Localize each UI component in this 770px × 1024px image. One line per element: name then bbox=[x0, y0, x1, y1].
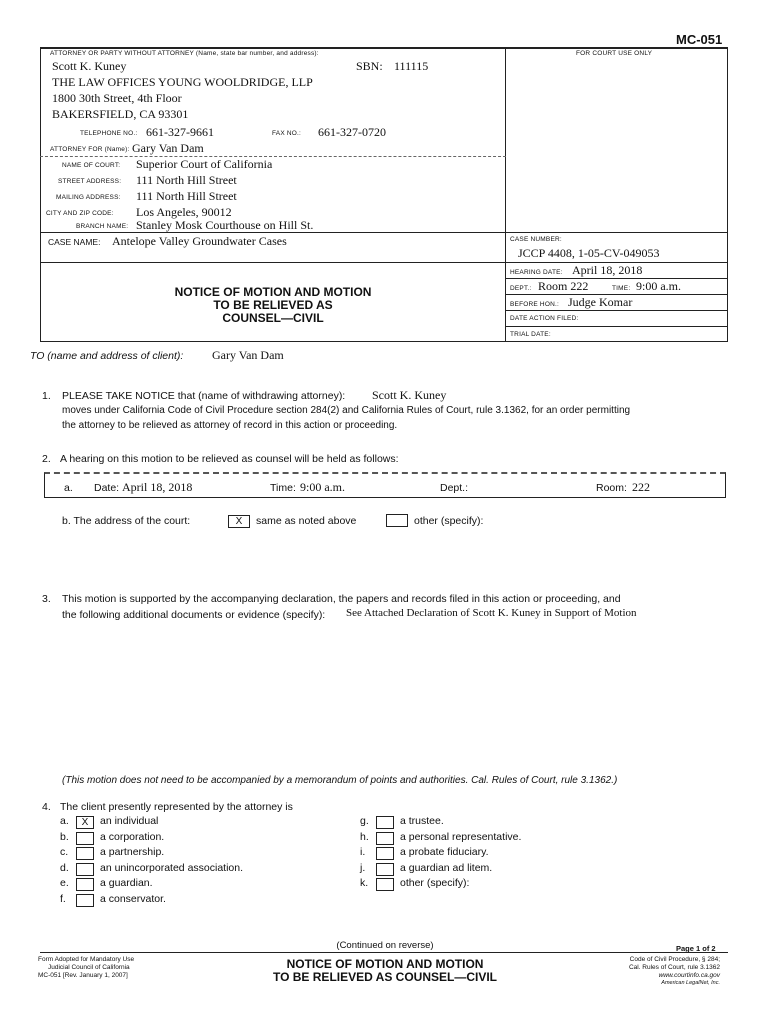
footer-title-2: TO BE RELIEVED AS COUNSEL—CIVIL bbox=[272, 970, 498, 984]
court-use-label: FOR COURT USE ONLY bbox=[576, 50, 653, 57]
item1-num: 1. bbox=[42, 390, 51, 402]
dept-label: DEPT.: bbox=[510, 285, 532, 292]
client-type-left-label: an unincorporated association. bbox=[100, 861, 244, 874]
hearing-date-label: HEARING DATE: bbox=[510, 269, 563, 276]
to-client-label: TO (name and address of client): bbox=[30, 350, 184, 362]
item2-time-label: Time: bbox=[270, 482, 296, 494]
item3-line1: This motion is supported by the accompanying declaration, the papers and records filed in this action or proceeding, and bbox=[62, 593, 621, 605]
item2-room-label: Room: bbox=[596, 482, 627, 494]
street-label: STREET ADDRESS: bbox=[58, 178, 122, 185]
item1-line2: moves under California Code of Civil Procedure section 284(2) and California Rules of Court, rule 3.1362, for an order permitting bbox=[62, 405, 631, 416]
code-line-3: www.courtinfo.ca.gov bbox=[658, 972, 720, 979]
telephone-label: TELEPHONE NO.: bbox=[80, 130, 138, 137]
client-type-left-letter: e. bbox=[60, 877, 69, 889]
city-label: CITY AND ZIP CODE: bbox=[46, 210, 114, 217]
client-type-left-letter: b. bbox=[60, 830, 69, 843]
client-type-right-letter: j. bbox=[360, 861, 366, 874]
item2-a-label: a. bbox=[64, 482, 73, 494]
client-type-right-letter: k. bbox=[360, 877, 369, 889]
client-type-left-letter: a. bbox=[60, 815, 69, 827]
client-type-right-checkbox[interactable] bbox=[376, 832, 394, 845]
date-action-rule bbox=[505, 326, 728, 327]
client-type-left-checkbox[interactable] bbox=[76, 847, 94, 860]
client-type-left-checkbox[interactable] bbox=[76, 878, 94, 891]
page-number: Page 1 of 2 bbox=[676, 944, 716, 953]
client-type-left-label: a guardian. bbox=[100, 877, 153, 889]
same-as-above-checkbox[interactable]: X bbox=[228, 515, 250, 528]
to-client-value: Gary Van Dam bbox=[212, 348, 284, 362]
item2-text: A hearing on this motion to be relieved as counsel will be held as follows: bbox=[60, 453, 399, 465]
memo-note: (This motion does not need to be accompanied by a memorandum of points and authorities. Cal. Rules of Court, rule 3.1362.) bbox=[62, 775, 618, 786]
street-value: 111 North Hill Street bbox=[136, 173, 237, 187]
address-line-2: BAKERSFIELD, CA 93301 bbox=[52, 107, 189, 121]
item1-attorney: Scott K. Kuney bbox=[372, 388, 447, 402]
telephone-value: 661-327-9661 bbox=[146, 125, 214, 139]
item2-date-value: April 18, 2018 bbox=[122, 480, 193, 494]
client-type-right-checkbox[interactable] bbox=[376, 878, 394, 891]
date-action-label: DATE ACTION FILED: bbox=[510, 315, 579, 322]
header-bottom-rule bbox=[40, 341, 728, 342]
footer-rule bbox=[40, 952, 728, 953]
title-line-2: TO BE RELIEVED AS bbox=[213, 298, 333, 312]
item4-text: The client presently represented by the attorney is bbox=[60, 801, 293, 813]
before-rule bbox=[505, 310, 728, 311]
time-value: 9:00 a.m. bbox=[636, 279, 681, 293]
attorney-for-rule bbox=[40, 156, 506, 157]
item2-room-value: 222 bbox=[632, 480, 650, 494]
adopted-line-1: Form Adopted for Mandatory Use bbox=[38, 956, 135, 963]
sbn-label: SBN: bbox=[356, 59, 383, 73]
code-line-1: Code of Civil Procedure, § 284; bbox=[629, 956, 720, 963]
before-label: BEFORE HON.: bbox=[510, 301, 559, 308]
client-type-left-checkbox[interactable]: X bbox=[76, 816, 94, 829]
client-type-right-checkbox[interactable] bbox=[376, 863, 394, 876]
client-type-left-label: a conservator. bbox=[100, 892, 166, 905]
client-type-left-checkbox[interactable] bbox=[76, 832, 94, 845]
form-id: MC-051 bbox=[676, 32, 723, 47]
client-type-left-letter: c. bbox=[60, 846, 69, 858]
attorney-name: Scott K. Kuney bbox=[52, 59, 127, 73]
court-name-label: NAME OF COURT: bbox=[62, 162, 121, 169]
hearing-date-value: April 18, 2018 bbox=[572, 263, 643, 277]
client-type-left-checkbox[interactable] bbox=[76, 863, 94, 876]
continued-note: (Continued on reverse) bbox=[336, 940, 434, 951]
code-line-2: Cal. Rules of Court, rule 3.1362 bbox=[628, 964, 720, 971]
adopted-line-3: MC-051 [Rev. January 1, 2007] bbox=[38, 972, 128, 979]
item1-line3: the attorney to be relieved as attorney of record in this action or proceeding. bbox=[62, 420, 398, 431]
title-line-1: NOTICE OF MOTION AND MOTION bbox=[174, 285, 372, 299]
firm-name: THE LAW OFFICES YOUNG WOOLDRIDGE, LLP bbox=[52, 75, 313, 89]
item1-lead: PLEASE TAKE NOTICE that (name of withdrawing attorney): bbox=[62, 390, 346, 402]
client-type-right-checkbox[interactable] bbox=[376, 816, 394, 829]
branch-value: Stanley Mosk Courthouse on Hill St. bbox=[136, 218, 314, 232]
trial-date-label: TRIAL DATE: bbox=[510, 331, 551, 338]
client-type-right-letter: g. bbox=[360, 815, 369, 827]
sbn-value: 111115 bbox=[394, 59, 429, 73]
case-name-value: Antelope Valley Groundwater Cases bbox=[112, 234, 287, 248]
client-type-left-label: a partnership. bbox=[100, 846, 165, 858]
item2-num: 2. bbox=[42, 453, 51, 465]
time-label: TIME: bbox=[612, 285, 631, 292]
fax-label: FAX NO.: bbox=[272, 130, 302, 137]
before-value: Judge Komar bbox=[568, 295, 633, 309]
item2-b-text: b. The address of the court: bbox=[62, 515, 191, 527]
case-number-label: CASE NUMBER: bbox=[510, 236, 562, 243]
item3-line2: the following additional documents or evidence (specify): bbox=[62, 609, 326, 621]
client-type-left-label: an individual bbox=[100, 815, 159, 827]
client-type-right-letter: i. bbox=[360, 846, 366, 858]
title-rule-top bbox=[40, 262, 506, 263]
client-type-right-label: a trustee. bbox=[400, 815, 444, 827]
item3-num: 3. bbox=[42, 593, 51, 605]
item3-specify: See Attached Declaration of Scott K. Kuney in Support of Motion bbox=[346, 607, 637, 619]
fax-value: 661-327-0720 bbox=[318, 125, 386, 139]
client-type-right-label: other (specify): bbox=[400, 877, 470, 889]
mailing-value: 111 North Hill Street bbox=[136, 189, 237, 203]
client-type-left-letter: f. bbox=[60, 892, 66, 905]
city-value: Los Angeles, 90012 bbox=[136, 205, 232, 219]
attorney-for-value: Gary Van Dam bbox=[132, 141, 204, 155]
client-type-right-label: a personal representative. bbox=[400, 830, 522, 843]
code-line-4: American LegalNet, Inc. bbox=[661, 980, 720, 986]
client-type-left-checkbox[interactable] bbox=[76, 894, 94, 907]
attorney-for-label: ATTORNEY FOR (Name): bbox=[50, 146, 130, 153]
client-type-right-label: a probate fiduciary. bbox=[400, 846, 489, 858]
client-type-right-label: a guardian ad litem. bbox=[400, 861, 493, 874]
title-line-3: COUNSEL—CIVIL bbox=[222, 311, 324, 325]
client-type-right-checkbox[interactable] bbox=[376, 847, 394, 860]
case-name-label: CASE NAME: bbox=[48, 237, 101, 247]
branch-label: BRANCH NAME: bbox=[76, 223, 129, 230]
other-address-checkbox[interactable] bbox=[386, 514, 408, 527]
address-line-1: 1800 30th Street, 4th Floor bbox=[52, 91, 182, 105]
footer-title-1: NOTICE OF MOTION AND MOTION bbox=[286, 957, 484, 971]
client-type-left-label: a corporation. bbox=[100, 830, 165, 843]
item2-date-label: Date: bbox=[94, 482, 120, 494]
attorney-label: ATTORNEY OR PARTY WITHOUT ATTORNEY (Name, state bar number, and address): bbox=[50, 50, 319, 57]
same-as-above-label: same as noted above bbox=[256, 515, 357, 527]
item2-dept-label: Dept.: bbox=[440, 482, 469, 494]
case-number-value: JCCP 4408, 1-05-CV-049053 bbox=[518, 246, 660, 260]
item4-num: 4. bbox=[42, 801, 51, 813]
court-name-value: Superior Court of California bbox=[136, 157, 273, 171]
item2-time-value: 9:00 a.m. bbox=[300, 480, 345, 494]
client-type-right-letter: h. bbox=[360, 830, 369, 843]
top-rule bbox=[40, 47, 728, 49]
header-right-border bbox=[727, 47, 728, 341]
mailing-label: MAILING ADDRESS: bbox=[56, 194, 121, 201]
other-address-label: other (specify): bbox=[414, 515, 484, 527]
adopted-line-2: Judicial Council of California bbox=[48, 964, 130, 971]
dept-value: Room 222 bbox=[538, 279, 589, 293]
client-type-left-letter: d. bbox=[60, 861, 69, 874]
